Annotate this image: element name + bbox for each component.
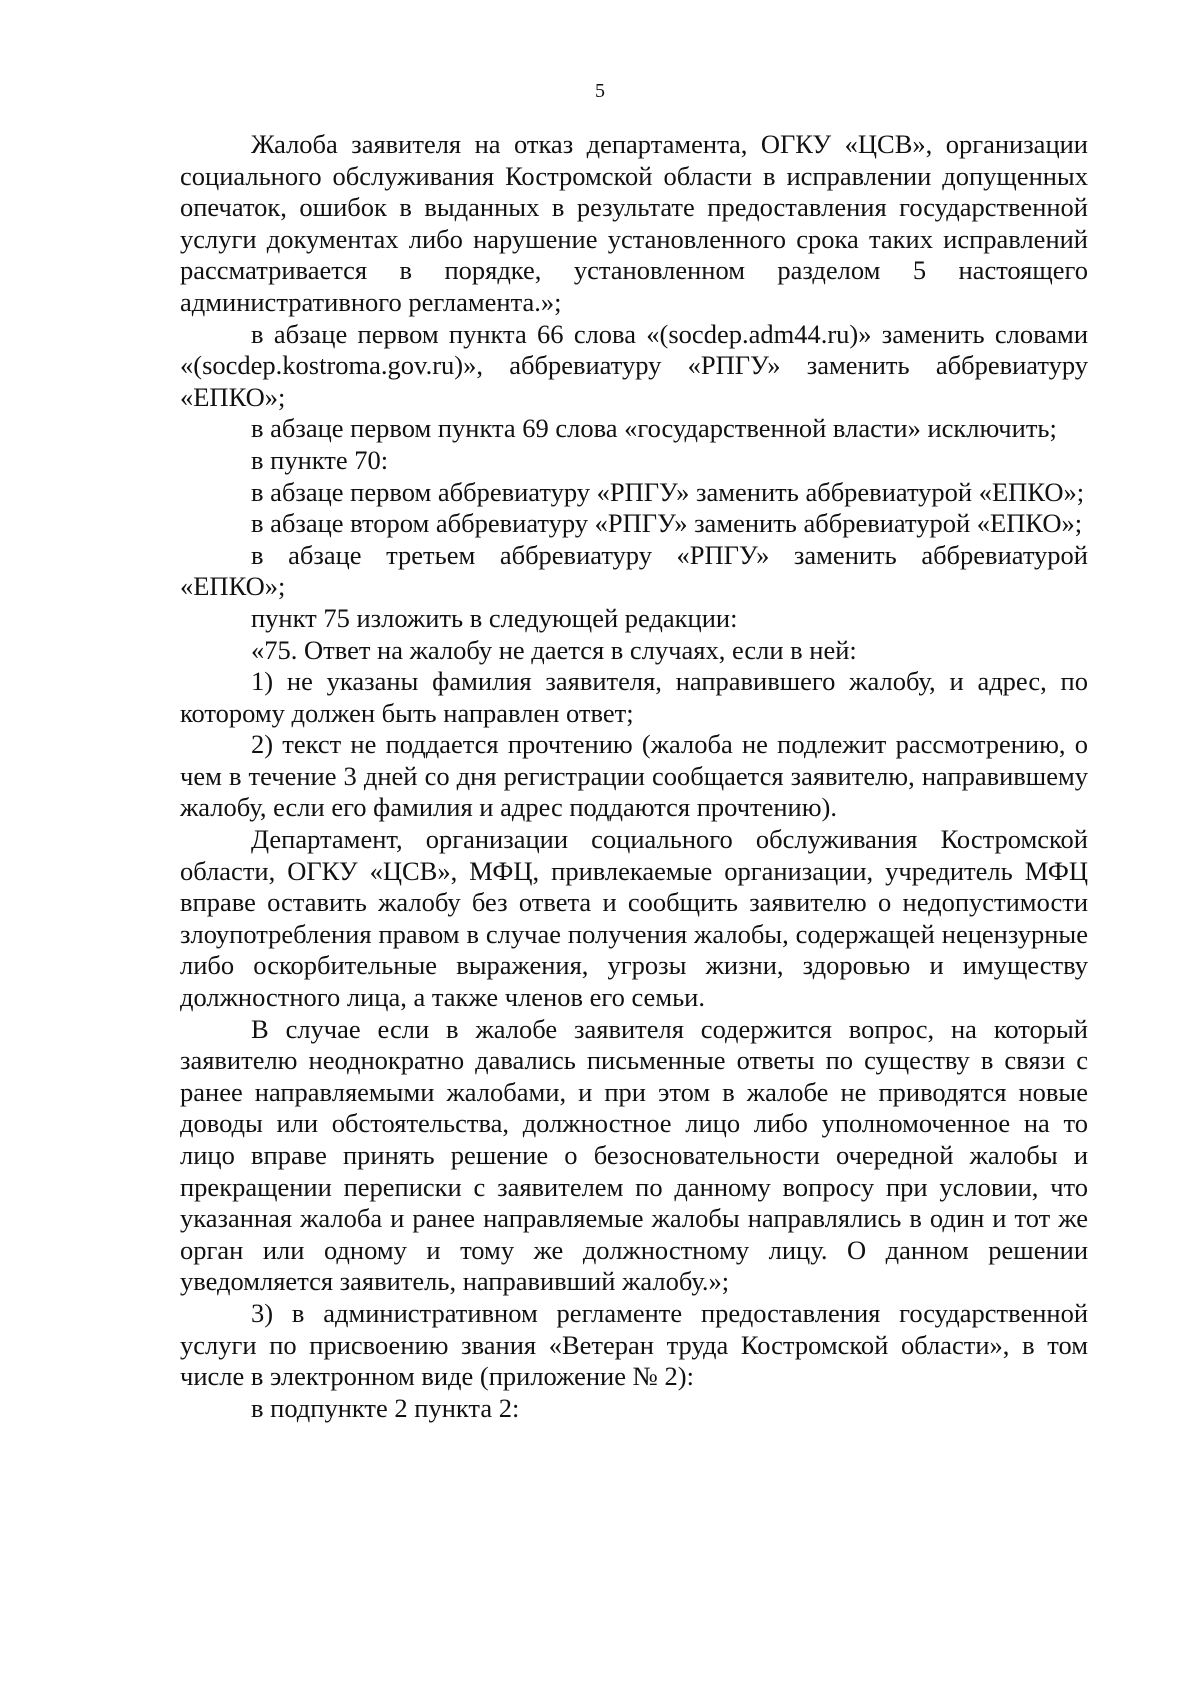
paragraph: 3) в административном регламенте предоставления государственной услуги по присвоению звания «Ветеран труда Костромской области», в том числе в электронном виде (приложение № 2): xyxy=(180,1297,1088,1392)
paragraph: в абзаце первом пункта 69 слова «государственной власти» исключить; xyxy=(251,413,1057,444)
paragraph: Жалоба заявителя на отказ департамента, ОГКУ «ЦСВ», организации социального обслуживания Костромской области в исправлении допущенных опечаток, ошибок в выданных в результате предоставления государственной услуги документах либо нарушение установленного срока таких исправлений рассматривается в порядке, установленном разделом 5 настоящего административного регламента.»; xyxy=(180,129,1088,317)
paragraph: в абзаце первом аббревиатуру «РПГУ» заменить аббревиатурой «ЕПКО»; xyxy=(251,476,1085,507)
paragraph: в подпункте 2 пункта 2: xyxy=(251,1392,520,1423)
paragraph: в абзаце втором аббревиатуру «РПГУ» заменить аббревиатурой «ЕПКО»; xyxy=(251,508,1083,539)
document-body xyxy=(180,129,1088,1424)
paragraph: в абзаце третьем аббревиатуру «РПГУ» заменить аббревиатурой «ЕПКО»; xyxy=(180,539,1088,602)
paragraph: «75. Ответ на жалобу не дается в случаях, если в ней: xyxy=(251,634,857,665)
page-number: 5 xyxy=(595,80,605,102)
paragraph: в пункте 70: xyxy=(251,444,389,475)
paragraph: 2) текст не поддается прочтению (жалоба не подлежит рассмотрению, о чем в течение 3 дней со дня регистрации сообщается заявителю, направившему жалобу, если его фамилия и адрес поддаются прочтению). xyxy=(180,729,1088,823)
paragraph: В случае если в жалобе заявителя содержится вопрос, на который заявителю неоднократно давались письменные ответы по существу в связи с ранее направляемыми жалобами, и при этом в жалобе не приводятся новые доводы или обстоятельства, должностное лицо либо уполномоченное на то лицо вправе принять решение о безосновательности очередной жалобы и прекращении переписки с заявителем по данному вопросу при условии, что указанная жалоба и ранее направляемые жалобы направлялись в один и тот же орган или одному и тому же должностному лицу. О данном решении уведомляется заявитель, направивший жалобу.»; xyxy=(180,1013,1088,1297)
paragraph: в абзаце первом пункта 66 слова «(socdep.adm44.ru)» заменить словами «(socdep.kostroma.gov.ru)», аббревиатуру «РПГУ» заменить аббревиатуру «ЕПКО»; xyxy=(180,318,1088,412)
paragraph: Департамент, организации социального обслуживания Костромской области, ОГКУ «ЦСВ», МФЦ, привлекаемые организации, учредитель МФЦ вправе оставить жалобу без ответа и сообщить заявителю о недопустимости злоупотребления правом в случае получения жалобы, содержащей нецензурные либо оскорбительные выражения, угрозы жизни, здоровью и имуществу должностного лица, а также членов его семьи. xyxy=(180,824,1088,1013)
paragraph: пункт 75 изложить в следующей редакции: xyxy=(251,602,738,633)
paragraph: 1) не указаны фамилия заявителя, направившего жалобу, и адрес, по которому должен быть направлен ответ; xyxy=(180,666,1088,728)
